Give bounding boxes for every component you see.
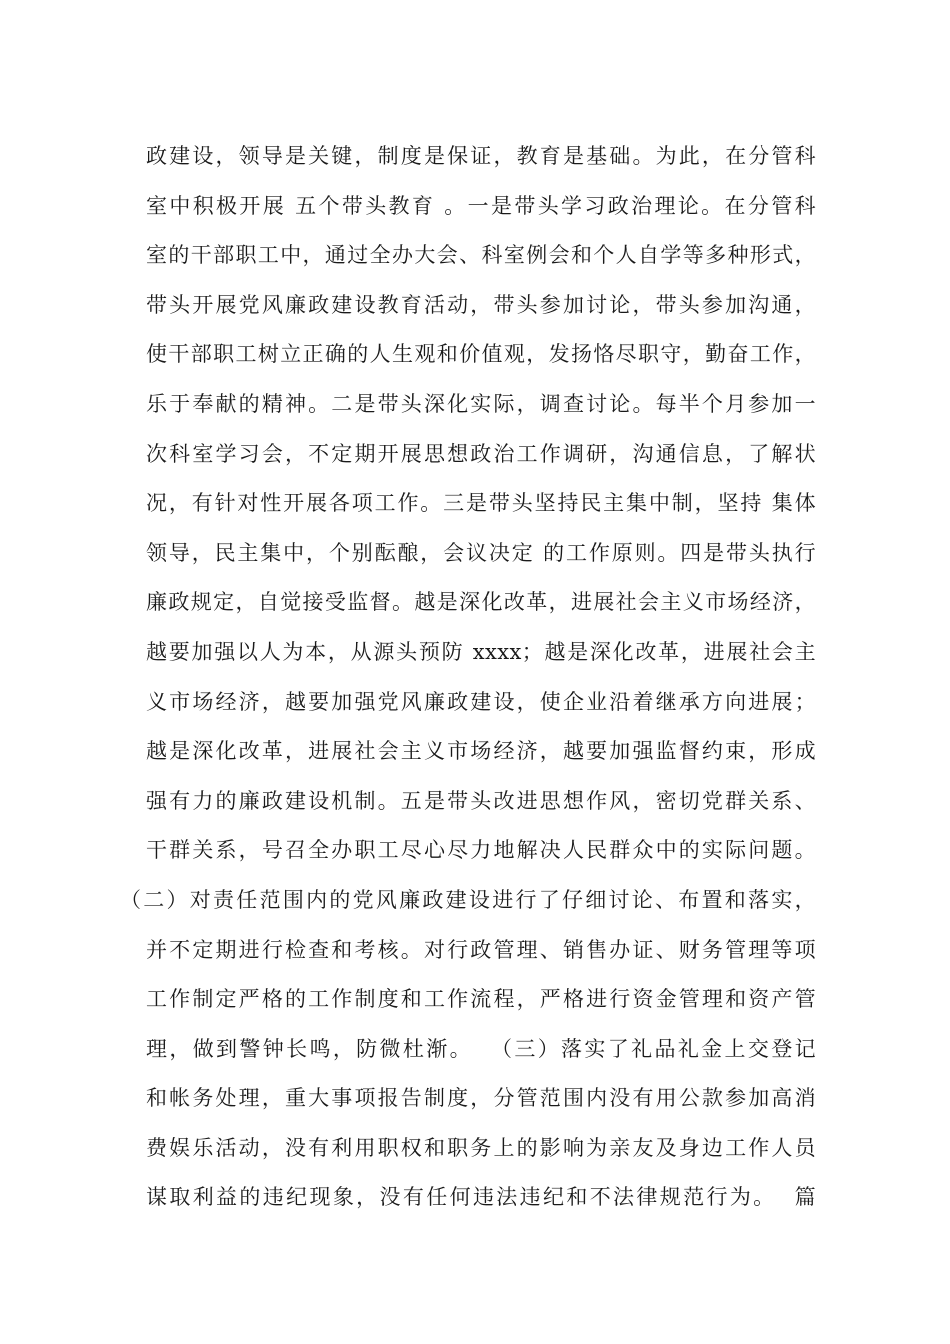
text-line-7: 次科室学习会，不定期开展思想政治工作调研，沟通信息，了解状 <box>146 441 816 466</box>
document-body <box>120 132 816 1223</box>
text-line-6: 乐于奉献的精神。二是带头深化实际，调查讨论。每半个月参加一 <box>146 391 816 416</box>
text-line-16: （二）对责任范围内的党风廉政建设进行了仔细讨论、布置和落实， <box>120 887 816 912</box>
text-line-4: 带头开展党风廉政建设教育活动，带头参加讨论，带头参加沟通， <box>146 292 816 317</box>
text-line-8: 况，有针对性开展各项工作。三是带头坚持民主集中制，坚持 集体 <box>146 491 816 516</box>
text-line-3: 室的干部职工中，通过全办大会、科室例会和个人自学等多种形式， <box>146 243 816 268</box>
text-line-21: 费娱乐活动，没有利用职权和职务上的影响为亲友及身边工作人员 <box>146 1135 816 1160</box>
text-line-2: 室中积极开展 五个带头教育 。一是带头学习政治理论。在分管科 <box>146 193 816 218</box>
text-line-19: 理，做到警钟长鸣，防微杜渐。 （三）落实了礼品礼金上交登记 <box>146 1036 816 1061</box>
text-line-15: 干群关系，号召全办职工尽心尽力地解决人民群众中的实际问题。 <box>146 838 816 863</box>
text-line-9: 领导，民主集中，个别酝酿，会议决定 的工作原则。四是带头执行 <box>146 540 816 565</box>
text-line-20: 和帐务处理，重大事项报告制度，分管范围内没有用公款参加高消 <box>146 1086 816 1111</box>
text-line-13: 越是深化改革，进展社会主义市场经济，越要加强监督约束，形成 <box>146 739 816 764</box>
text-line-1: 政建设，领导是关键，制度是保证，教育是基础。为此，在分管科 <box>146 144 816 168</box>
text-line-22: 谋取利益的违纪现象，没有任何违法违纪和不法律规范行为。 篇 <box>146 1185 816 1210</box>
text-line-11: 越要加强以人为本，从源头预防 xxxx；越是深化改革，进展社会主 <box>146 639 816 664</box>
text-line-17: 并不定期进行检查和考核。对行政管理、销售办证、财务管理等项 <box>146 937 816 962</box>
text-line-5: 使干部职工树立正确的人生观和价值观，发扬恪尽职守，勤奋工作， <box>146 342 816 367</box>
text-line-10: 廉政规定，自觉接受监督。越是深化改革，进展社会主义市场经济， <box>146 590 816 615</box>
text-line-14: 强有力的廉政建设机制。五是带头改进思想作风，密切党群关系、 <box>146 788 816 813</box>
text-line-12: 义市场经济，越要加强党风廉政建设，使企业沿着继承方向进展； <box>146 689 816 714</box>
text-line-18: 工作制定严格的工作制度和工作流程，严格进行资金管理和资产管 <box>146 987 816 1012</box>
